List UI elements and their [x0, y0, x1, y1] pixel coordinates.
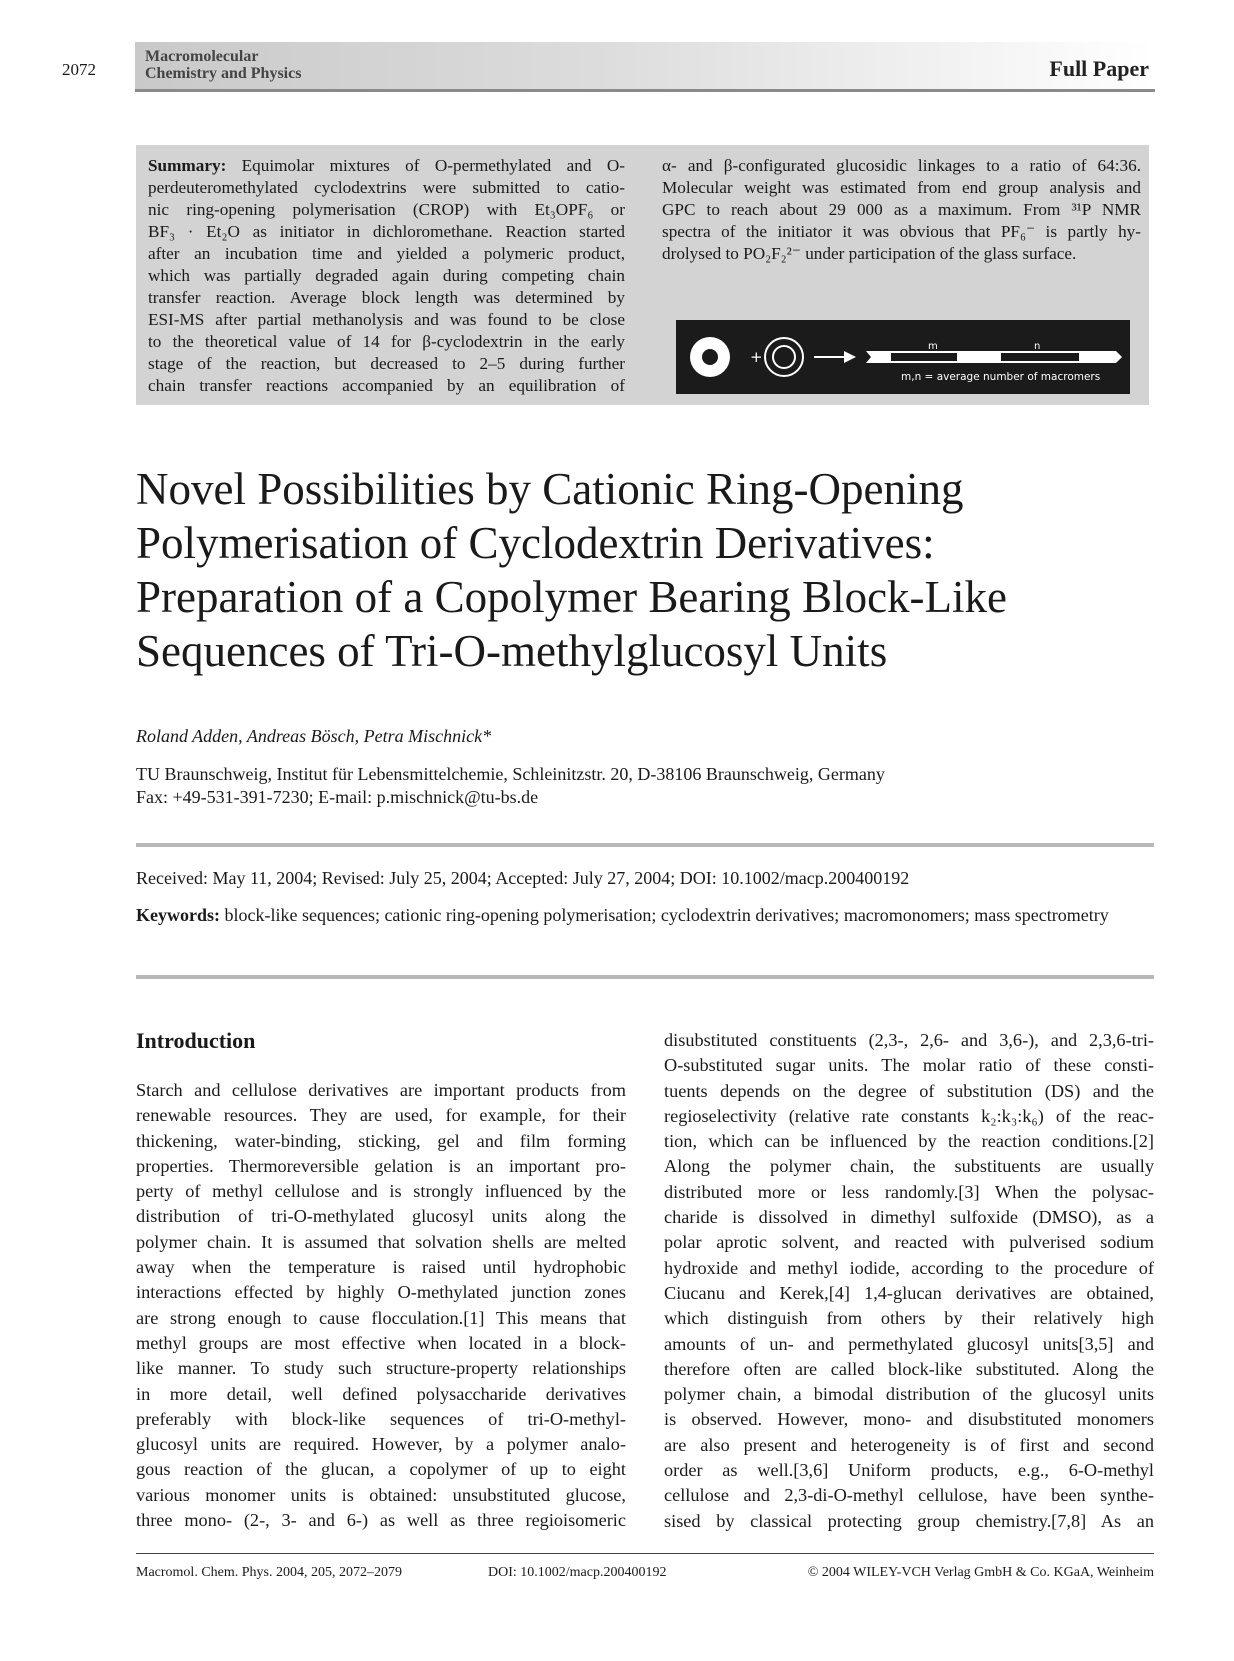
summary-left-line: BF₃ · Et₂O as initiator in dichloromethane. Reaction started	[148, 222, 625, 241]
body-right-line: O-substituted sugar units. The molar ratio of these consti-	[664, 1055, 1154, 1076]
body-left-line: renewable resources. They are used, for example, for their	[136, 1105, 626, 1126]
authors: Roland Adden, Andreas Bösch, Petra Mischnick*	[136, 726, 492, 746]
body-left-line: Starch and cellulose derivatives are important products from	[136, 1080, 626, 1100]
summary-left-line: chain transfer reactions accompanied by an equilibration of	[148, 376, 625, 395]
body-right-line: distributed more or less randomly.[3] When the polysac-	[664, 1181, 1154, 1202]
body-left-line: properties. Thermoreversible gelation is an important pro-	[136, 1155, 626, 1176]
summary-left-line: Summary: Equimolar mixtures of O-permethylated and O-	[148, 156, 625, 175]
summary-left-line: nic ring-opening polymerisation (CROP) with Et₃OPF₆ or	[148, 200, 625, 219]
summary-label: Summary:	[148, 156, 227, 175]
body-left-line: in more detail, well defined polysaccharide derivatives	[136, 1383, 626, 1404]
summary-left-column	[148, 155, 625, 397]
abstract-graphic	[676, 320, 1130, 394]
body-right-line: which distinguish from others by their relatively high	[664, 1308, 1154, 1329]
summary-left-line: after an incubation time and yielded a polymeric product,	[148, 244, 625, 263]
block-segment-n	[1001, 353, 1079, 361]
body-left-line: distribution of tri-O-methylated glucosyl units along the	[136, 1206, 626, 1227]
divider-bottom	[136, 975, 1154, 979]
footer-copyright: © 2004 WILEY-VCH Verlag GmbH & Co. KGaA, Weinheim	[807, 1565, 1154, 1580]
summary-left-line: ESI-MS after partial methanolysis and was found to be close	[148, 310, 625, 329]
body-right-line: regioselectivity (relative rate constants k₂:k₃:k₆) of the reac-	[664, 1105, 1154, 1126]
body-left-line: away when the temperature is raised until hydrophobic	[136, 1257, 626, 1278]
body-left-line: methyl groups are most effective when located in a block-	[136, 1332, 626, 1353]
summary-right-line: Molecular weight was estimated from end group analysis and	[662, 178, 1141, 197]
affiliation	[136, 763, 885, 809]
summary-right-line: spectra of the initiator it was obvious that PF₆⁻ is partly hy-	[662, 222, 1141, 241]
body-left-column	[136, 1078, 626, 1533]
footer-rule	[136, 1553, 1154, 1554]
plus-sign: +	[750, 348, 763, 366]
journal-name-line1: Macromolecular	[145, 48, 259, 65]
body-right-line: amounts of un- and permethylated glucosyl units[3,5] and	[664, 1333, 1154, 1354]
body-right-line: hydroxide and methyl iodide, according to the procedure of	[664, 1257, 1154, 1278]
introduction-heading: Introduction	[136, 1028, 256, 1053]
body-left-line: are strong enough to cause flocculation.[1] This means that	[136, 1307, 626, 1328]
body-right-line: sised by classical protecting group chemistry.[7,8] As an	[664, 1510, 1154, 1531]
summary-left-line: to the theoretical value of 14 for β-cyclodextrin in the early	[148, 332, 625, 351]
body-left-line: gous reaction of the glucan, a copolymer of up to eight	[136, 1459, 626, 1480]
body-right-line: tion, which can be influenced by the reaction conditions.[2]	[664, 1131, 1154, 1152]
body-right-line: tuents depends on the degree of substitution (DS) and the	[664, 1080, 1154, 1101]
body-right-line: is observed. However, mono- and disubstituted monomers	[664, 1409, 1154, 1430]
body-right-line: therefore often are called block-like substituted. Along the	[664, 1358, 1154, 1379]
summary-right-line: GPC to reach about 29 000 as a maximum. From ³¹P NMR	[662, 200, 1141, 219]
perdeutero-cyclodextrin-ring-outer	[765, 338, 803, 376]
label-m: m	[928, 341, 938, 352]
affiliation-address: TU Braunschweig, Institut für Lebensmittelchemie, Schleinitzstr. 20, D-38106 Braunschweig, Germany	[136, 764, 885, 784]
summary-left-line: perdeuteromethylated cyclodextrins were submitted to catio-	[148, 178, 625, 197]
summary-left-line: stage of the reaction, but decreased to 2–5 during further	[148, 354, 625, 373]
title-line-2: Polymerisation of Cyclodextrin Derivatives:	[136, 518, 935, 568]
body-left-line: various monomer units is obtained: unsubstituted glucose,	[136, 1484, 626, 1505]
journal-name-line2: Chemistry and Physics	[145, 65, 302, 82]
body-right-column	[664, 1028, 1154, 1534]
body-left-line: three mono- (2-, 3- and 6-) as well as three regioisomeric	[136, 1510, 626, 1531]
keywords-label: Keywords:	[136, 905, 220, 925]
summary-right-column	[662, 155, 1141, 265]
body-left-line: glucosyl units are required. However, by a polymer analo-	[136, 1434, 626, 1455]
label-n: n	[1034, 341, 1041, 352]
body-right-line: polymer chain, a bimodal distribution of the glucosyl units	[664, 1384, 1154, 1405]
keywords	[136, 904, 1154, 927]
ring-hole	[702, 349, 718, 365]
abstract-graphic-svg	[676, 320, 1130, 394]
perdeutero-cyclodextrin-ring-inner	[773, 346, 795, 368]
summary-right-line: drolysed to PO₂F₂²⁻ under participation of the glass surface.	[662, 244, 1077, 263]
body-left-line: like manner. To study such structure-property relationships	[136, 1358, 626, 1379]
body-left-line: thickening, water-binding, sticking, gel and film forming	[136, 1130, 626, 1151]
body-left-line: polymer chain. It is assumed that solvation shells are melted	[136, 1231, 626, 1252]
summary-left-line: transfer reaction. Average block length was determined by	[148, 288, 625, 307]
title-line-4: Sequences of Tri-O-methylglucosyl Units	[136, 626, 888, 676]
reaction-arrow-head	[844, 351, 856, 363]
body-right-line: Along the polymer chain, the substituents are usually	[664, 1156, 1154, 1177]
footer-doi: DOI: 10.1002/macp.200400192	[488, 1565, 667, 1580]
footer-citation: Macromol. Chem. Phys. 2004, 205, 2072–2079	[136, 1565, 402, 1580]
affiliation-contact: Fax: +49-531-391-7230; E-mail: p.mischnick@tu-bs.de	[136, 787, 539, 807]
received-dates: Received: May 11, 2004; Revised: July 25, 2004; Accepted: July 27, 2004; DOI: 10.1002/macp.200400192	[136, 868, 910, 888]
page-number: 2072	[62, 60, 96, 79]
body-right-line: charide is dissolved in dimethyl sulfoxide (DMSO), as a	[664, 1207, 1154, 1228]
body-right-line: order as well.[3,6] Uniform products, e.g., 6-O-methyl	[664, 1460, 1154, 1481]
divider-top	[136, 843, 1154, 847]
body-left-line: perty of methyl cellulose and is strongly influenced by the	[136, 1181, 626, 1202]
keywords-text: block-like sequences; cationic ring-opening polymerisation; cyclodextrin derivatives; macromonomers; mass spectrometry	[224, 905, 1109, 925]
body-right-line: disubstituted constituents (2,3-, 2,6- and 3,6-), and 2,3,6-tri-	[664, 1030, 1154, 1050]
journal-name	[145, 48, 301, 82]
body-right-line: cellulose and 2,3-di-O-methyl cellulose, have been synthe-	[664, 1485, 1154, 1506]
body-right-line: polar aprotic solvent, and reacted with pulverised sodium	[664, 1232, 1154, 1253]
body-right-line: are also present and heterogeneity is of first and second	[664, 1434, 1154, 1455]
block-segment-m	[891, 353, 957, 361]
summary-right-line: α- and β-configurated glucosidic linkages to a ratio of 64:36.	[662, 156, 1141, 175]
title-line-1: Novel Possibilities by Cationic Ring-Opening	[136, 464, 964, 514]
graphic-caption: m,n = average number of macromers	[901, 371, 1101, 383]
title-line-3: Preparation of a Copolymer Bearing Block-Like	[136, 572, 1007, 622]
summary-left-line: which was partially degraded again during competing chain	[148, 266, 625, 285]
paper-title	[136, 462, 1136, 678]
body-left-line: interactions effected by highly O-methylated junction zones	[136, 1282, 626, 1303]
body-right-line: Ciucanu and Kerek,[4] 1,4-glucan derivatives are obtained,	[664, 1282, 1154, 1303]
paper-type: Full Paper	[1049, 56, 1149, 81]
body-left-line: preferably with block-like sequences of tri-O-methyl-	[136, 1408, 626, 1429]
